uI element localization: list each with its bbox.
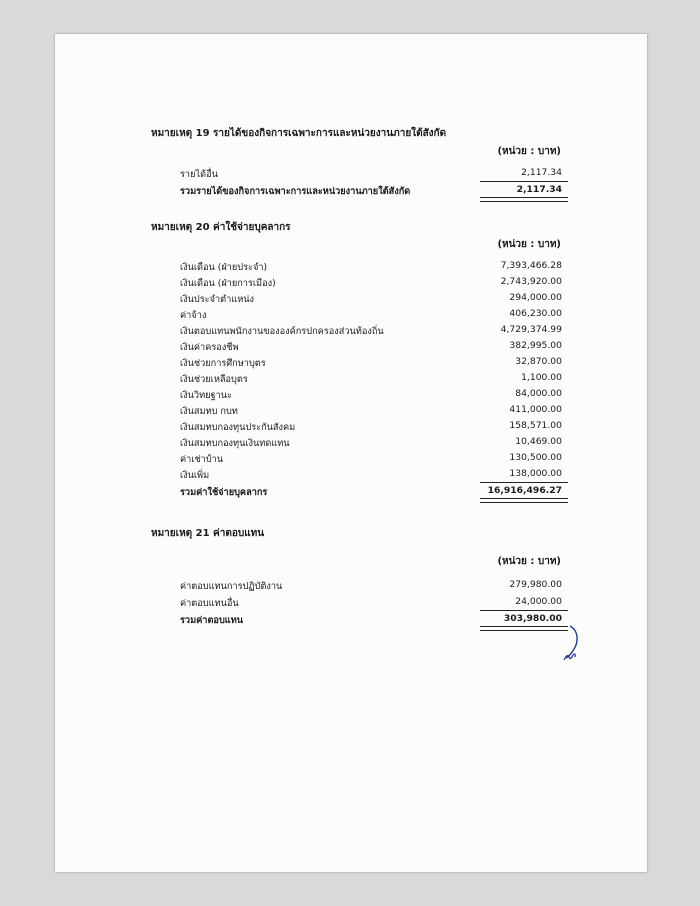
note20-row bbox=[180, 292, 562, 307]
note20-row bbox=[180, 404, 562, 419]
row-label: เงินประจำตำแหน่ง bbox=[180, 294, 255, 305]
total-label: รวมค่าใช้จ่ายบุคลากร bbox=[180, 487, 268, 498]
row-label: รายได้อื่น bbox=[180, 169, 218, 180]
note20-row bbox=[180, 388, 562, 403]
note20-row bbox=[180, 276, 562, 291]
row-label: ค่าเช่าบ้าน bbox=[180, 454, 224, 465]
note21-title: หมายเหตุ 21 ค่าตอบแทน bbox=[151, 528, 265, 539]
note21-row bbox=[180, 579, 562, 594]
total-amount: 16,916,496.27 bbox=[487, 485, 562, 496]
note20-row bbox=[180, 372, 562, 387]
row-amount: 7,393,466.28 bbox=[500, 260, 562, 271]
row-amount: 32,870.00 bbox=[515, 356, 562, 367]
row-label: เงินวิทยฐานะ bbox=[180, 390, 232, 401]
note20-row bbox=[180, 420, 562, 435]
row-amount: 130,500.00 bbox=[509, 452, 562, 463]
note19-unit: (หน่วย : บาท) bbox=[497, 146, 561, 157]
row-label: เงินสมทบกองทุนเงินทดแทน bbox=[180, 438, 290, 449]
row-amount: 84,000.00 bbox=[515, 388, 562, 399]
row-label: เงินสมทบกองทุนประกันสังคม bbox=[180, 422, 296, 433]
note20-row bbox=[180, 356, 562, 371]
total-label: รวมรายได้ของกิจการเฉพาะการและหน่วยงานภายใต้สังกัด bbox=[180, 186, 411, 197]
document-page bbox=[55, 34, 647, 872]
row-amount: 411,000.00 bbox=[509, 404, 562, 415]
total-label: รวมค่าตอบแทน bbox=[180, 615, 244, 626]
row-amount: 138,000.00 bbox=[509, 468, 562, 479]
row-amount: 382,995.00 bbox=[509, 340, 562, 351]
row-label: เงินเพิ่ม bbox=[180, 470, 210, 481]
note20-row bbox=[180, 436, 562, 451]
row-label: เงินเดือน (ฝ่ายการเมือง) bbox=[180, 278, 276, 289]
handwritten-initials-mark bbox=[560, 624, 600, 664]
row-amount: 406,230.00 bbox=[509, 308, 562, 319]
subtotal-rule bbox=[480, 181, 568, 182]
row-label: ค่าตอบแทนการปฏิบัติงาน bbox=[180, 581, 283, 592]
row-amount: 2,117.34 bbox=[521, 167, 562, 178]
row-amount: 4,729,374.99 bbox=[500, 324, 562, 335]
row-label: ค่าจ้าง bbox=[180, 310, 207, 321]
row-amount: 2,743,920.00 bbox=[500, 276, 562, 287]
note20-row bbox=[180, 340, 562, 355]
row-amount: 158,571.00 bbox=[509, 420, 562, 431]
subtotal-rule bbox=[480, 482, 568, 483]
total-amount: 303,980.00 bbox=[503, 613, 562, 624]
note20-row bbox=[180, 308, 562, 323]
row-amount: 294,000.00 bbox=[509, 292, 562, 303]
subtotal-rule bbox=[480, 610, 568, 611]
row-label: ค่าตอบแทนอื่น bbox=[180, 598, 239, 609]
row-amount: 279,980.00 bbox=[509, 579, 562, 590]
total-amount: 2,117.34 bbox=[516, 184, 562, 195]
row-amount: 1,100.00 bbox=[521, 372, 562, 383]
note20-row bbox=[180, 468, 562, 483]
row-label: เงินสมทบ กบท bbox=[180, 406, 238, 417]
row-label: เงินช่วยการศึกษาบุตร bbox=[180, 358, 266, 369]
note19-row-1 bbox=[180, 167, 562, 182]
row-amount: 24,000.00 bbox=[515, 596, 562, 607]
total-double-rule bbox=[480, 197, 568, 202]
row-label: เงินค่าครองชีพ bbox=[180, 342, 239, 353]
note20-row bbox=[180, 260, 562, 275]
note19-title: หมายเหตุ 19 รายได้ของกิจการเฉพาะการและหน่วยงานภายใต้สังกัด bbox=[151, 128, 447, 139]
row-label: เงินเดือน (ฝ่ายประจำ) bbox=[180, 262, 268, 273]
note20-title: หมายเหตุ 20 ค่าใช้จ่ายบุคลากร bbox=[151, 222, 291, 233]
note20-row bbox=[180, 452, 562, 467]
note20-unit: (หน่วย : บาท) bbox=[497, 239, 561, 250]
note21-row bbox=[180, 596, 562, 611]
row-label: เงินตอบแทนพนักงานขององค์กรปกครองส่วนท้องถิ่น bbox=[180, 326, 384, 337]
total-double-rule bbox=[480, 626, 568, 631]
row-amount: 10,469.00 bbox=[515, 436, 562, 447]
note21-unit: (หน่วย : บาท) bbox=[497, 556, 561, 567]
note20-row bbox=[180, 324, 562, 339]
total-double-rule bbox=[480, 498, 568, 503]
row-label: เงินช่วยเหลือบุตร bbox=[180, 374, 248, 385]
